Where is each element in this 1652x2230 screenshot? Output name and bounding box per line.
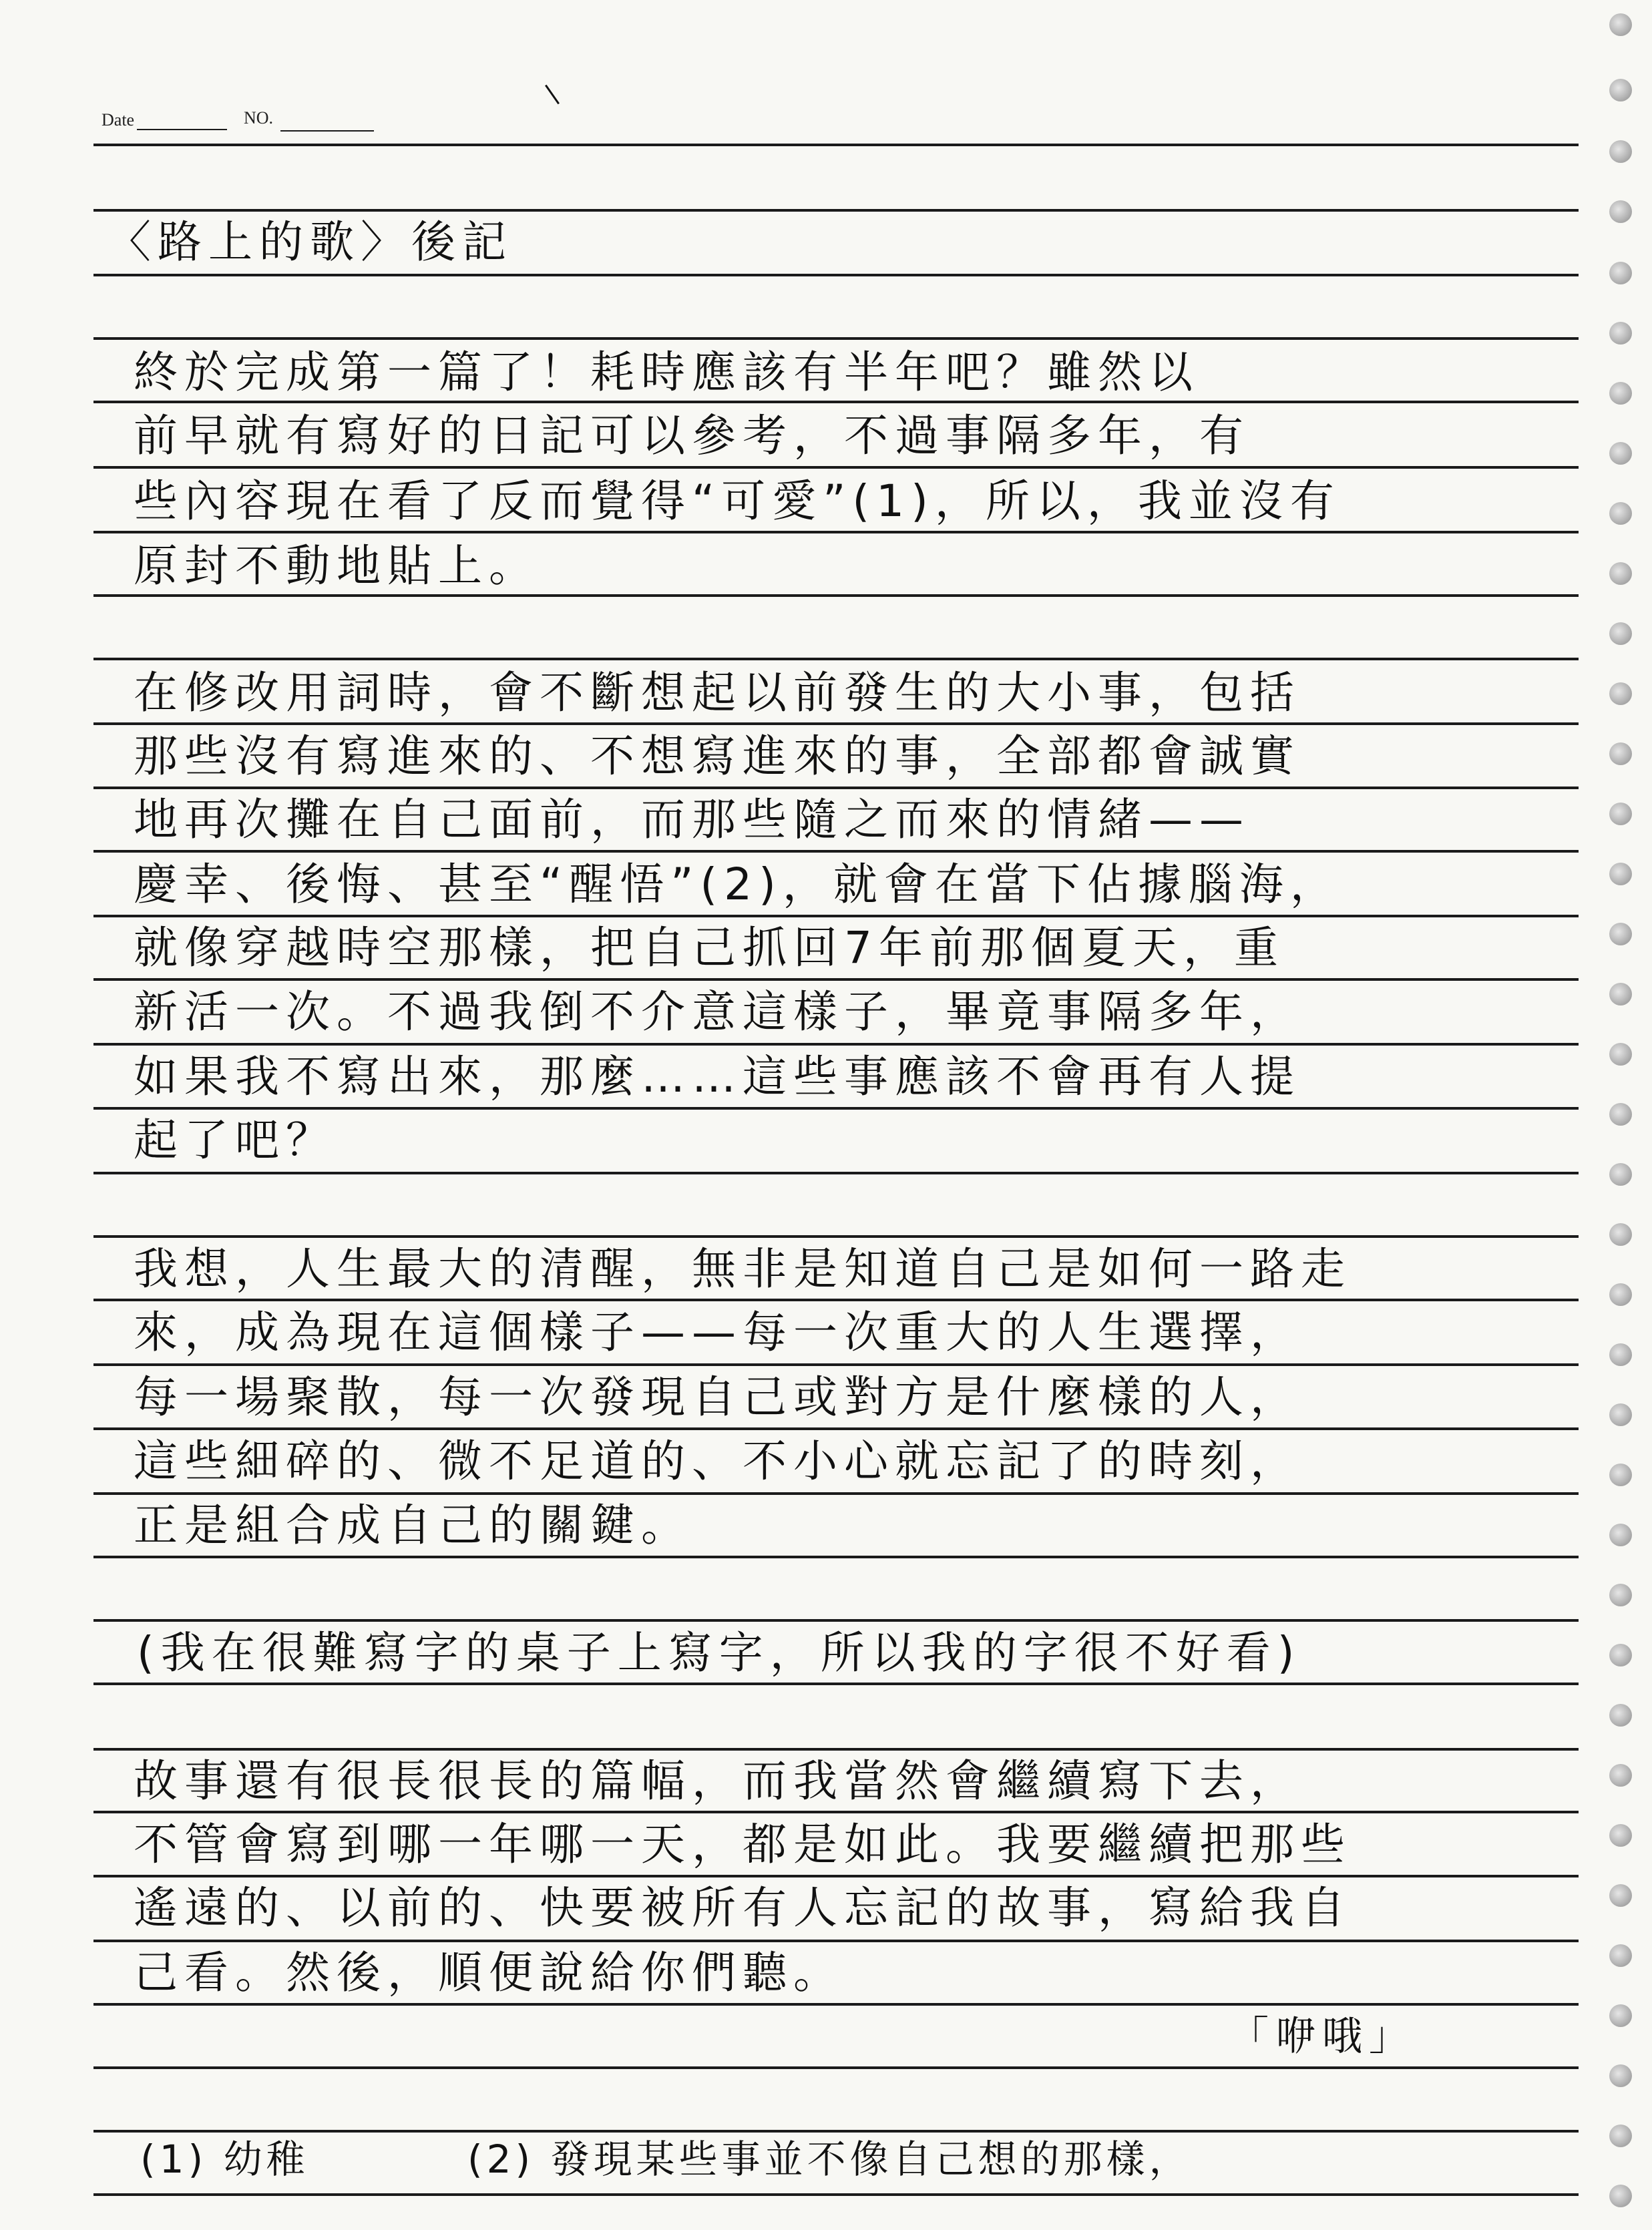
date-label: Date xyxy=(101,110,135,130)
ruled-line xyxy=(93,787,1579,789)
ruled-line xyxy=(93,1107,1579,1110)
ruled-line xyxy=(93,594,1579,597)
no-underline xyxy=(280,130,374,132)
text-line: 就像穿越時空那樣，把自己抓回7年前那個夏天，重 xyxy=(134,922,1285,973)
ruled-line xyxy=(93,401,1579,403)
binder-hole xyxy=(1609,622,1632,645)
text-line: 不管會寫到哪一年哪一天，都是如此。我要繼續把那些 xyxy=(134,1819,1352,1870)
text-line: 正是組合成自己的關鍵。 xyxy=(134,1500,692,1551)
binder-hole xyxy=(1609,1283,1632,1306)
signature: 「咿哦」 xyxy=(1229,2013,1416,2060)
no-label: NO. xyxy=(244,108,274,128)
binder-hole xyxy=(1609,1764,1632,1787)
binder-hole xyxy=(1609,322,1632,345)
binder-hole xyxy=(1609,200,1632,223)
text-line: 地再次攤在自己面前，而那些隨之而來的情緒—— xyxy=(134,794,1250,845)
text-line: 起了吧？ xyxy=(134,1114,337,1166)
ruled-line xyxy=(93,466,1579,469)
text-line: 這些細碎的、微不足道的、不小心就忘記了的時刻， xyxy=(134,1435,1301,1487)
footnote-2: (2) 發現某些事並不像自己想的那樣， xyxy=(467,2137,1192,2182)
ruled-line xyxy=(93,1748,1579,1751)
binder-hole xyxy=(1609,983,1632,1006)
ruled-line xyxy=(93,850,1579,853)
text-line: 終於完成第一篇了！耗時應該有半年吧？雖然以 xyxy=(134,347,1199,398)
ruled-line xyxy=(93,1299,1579,1301)
ruled-line xyxy=(93,1363,1579,1366)
binder-hole xyxy=(1609,1644,1632,1666)
text-line: 在修改用詞時，會不斷想起以前發生的大小事，包括 xyxy=(134,667,1301,718)
text-line: 我想，人生最大的清醒，無非是知道自己是如何一路走 xyxy=(134,1243,1352,1295)
ruled-line xyxy=(93,915,1579,917)
ruled-line xyxy=(93,274,1579,276)
text-line: 每一場聚散，每一次發現自己或對方是什麼樣的人， xyxy=(134,1371,1301,1423)
ruled-line xyxy=(93,1811,1579,1813)
binder-hole xyxy=(1609,1464,1632,1486)
date-underline xyxy=(137,129,227,130)
ruled-line xyxy=(93,337,1579,340)
binder-hole xyxy=(1609,1403,1632,1426)
text-line: 前早就有寫好的日記可以參考，不過事隔多年，有 xyxy=(134,410,1250,461)
ruled-line xyxy=(93,2130,1579,2133)
ruled-line xyxy=(93,1940,1579,1942)
binder-hole xyxy=(1609,1223,1632,1246)
binder-hole xyxy=(1609,1704,1632,1727)
binder-hole xyxy=(1609,742,1632,765)
ruled-line xyxy=(93,1235,1579,1238)
text-line: 慶幸、後悔、甚至“醒悟”(2)，就會在當下佔據腦海， xyxy=(134,859,1341,910)
ruled-line xyxy=(93,1556,1579,1558)
binder-holes xyxy=(1597,0,1644,2230)
binder-hole xyxy=(1609,1944,1632,1967)
binder-hole xyxy=(1609,2185,1632,2207)
binder-hole xyxy=(1609,2004,1632,2027)
ruled-line xyxy=(93,2003,1579,2006)
binder-hole xyxy=(1609,1824,1632,1847)
binder-hole xyxy=(1609,923,1632,945)
ruled-line xyxy=(93,209,1579,212)
binder-hole xyxy=(1609,262,1632,284)
text-line: 己看。然後，順便說給你們聽。 xyxy=(134,1947,844,1998)
ruled-line xyxy=(93,658,1579,660)
binder-hole xyxy=(1609,382,1632,405)
binder-hole xyxy=(1609,502,1632,525)
ruled-line xyxy=(93,1427,1579,1430)
binder-hole xyxy=(1609,2064,1632,2087)
binder-hole xyxy=(1609,79,1632,101)
binder-hole xyxy=(1609,562,1632,585)
ruled-line xyxy=(93,1619,1579,1622)
binder-hole xyxy=(1609,1884,1632,1907)
binder-hole xyxy=(1609,1103,1632,1126)
ruled-line xyxy=(93,1875,1579,1877)
ruled-line xyxy=(93,144,1579,146)
text-line: 新活一次。不過我倒不介意這樣子，畢竟事隔多年， xyxy=(134,986,1301,1038)
binder-hole xyxy=(1609,682,1632,705)
aside-note: (我在很難寫字的桌子上寫字，所以我的字很不好看) xyxy=(137,1627,1301,1679)
pen-mark xyxy=(545,85,560,105)
text-line: 如果我不寫出來，那麼……這些事應該不會再有人提 xyxy=(134,1051,1301,1102)
ruled-line xyxy=(93,531,1579,533)
text-line: 故事還有很長很長的篇幅，而我當然會繼續寫下去， xyxy=(134,1755,1301,1807)
ruled-line xyxy=(93,1043,1579,1046)
binder-hole xyxy=(1609,863,1632,885)
text-line: 那些沒有寫進來的、不想寫進來的事，全部都會誠實 xyxy=(134,730,1301,782)
binder-hole xyxy=(1609,803,1632,825)
binder-hole xyxy=(1609,1343,1632,1366)
ruled-line xyxy=(93,978,1579,981)
binder-hole xyxy=(1609,1584,1632,1606)
ruled-line xyxy=(93,722,1579,725)
ruled-line xyxy=(93,2193,1579,2196)
binder-hole xyxy=(1609,1043,1632,1066)
binder-hole xyxy=(1609,140,1632,163)
binder-hole xyxy=(1609,1524,1632,1546)
binder-hole xyxy=(1609,13,1632,36)
binder-hole xyxy=(1609,1163,1632,1186)
ruled-line xyxy=(93,1683,1579,1685)
ruled-line xyxy=(93,1492,1579,1495)
ruled-line xyxy=(93,1172,1579,1174)
ruled-line xyxy=(93,2066,1579,2069)
footnote-1: (1) 幼稚 xyxy=(140,2137,309,2182)
binder-hole xyxy=(1609,2125,1632,2147)
binder-hole xyxy=(1609,442,1632,465)
text-line: 遙遠的、以前的、快要被所有人忘記的故事，寫給我自 xyxy=(134,1882,1352,1934)
page-title: 〈路上的歌〉後記 xyxy=(107,216,513,268)
text-line: 些內容現在看了反而覺得“可愛”(1)，所以，我並沒有 xyxy=(134,475,1341,527)
text-line: 原封不動地貼上。 xyxy=(134,540,540,592)
text-line: 來，成為現在這個樣子——每一次重大的人生選擇， xyxy=(134,1307,1301,1358)
